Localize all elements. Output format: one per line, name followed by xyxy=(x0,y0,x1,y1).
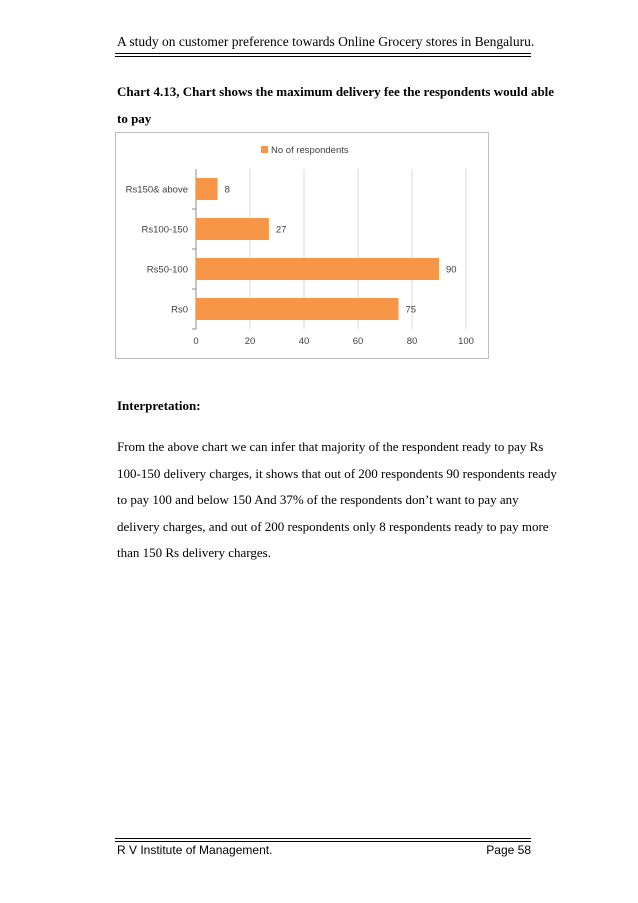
footer-institute: R V Institute of Management. xyxy=(117,843,273,857)
legend-swatch xyxy=(261,146,268,153)
category-label: Rs0 xyxy=(171,304,188,316)
footer-page-number: Page 58 xyxy=(486,843,531,857)
header-rule xyxy=(115,53,531,57)
x-tick-label: 100 xyxy=(458,336,474,347)
category-label: Rs150& above xyxy=(125,184,188,196)
data-label: 8 xyxy=(224,184,230,196)
x-tick-label: 80 xyxy=(406,336,418,347)
legend-label: No of respondents xyxy=(271,145,349,156)
footer-rule xyxy=(115,838,531,842)
data-label: 90 xyxy=(446,264,457,276)
interpretation-heading: Interpretation: xyxy=(117,398,201,413)
chart-frame xyxy=(115,132,489,359)
category-label: Rs100-150 xyxy=(141,224,188,236)
bar xyxy=(196,298,399,320)
category-label: Rs50-100 xyxy=(146,264,188,276)
bar xyxy=(196,258,439,280)
page-header-title: A study on customer preference towards Online Grocery stores in Bengaluru. xyxy=(117,34,535,49)
x-tick-label: 20 xyxy=(244,336,256,347)
bar xyxy=(196,218,269,240)
x-tick-label: 40 xyxy=(298,336,310,347)
data-label: 27 xyxy=(275,224,287,236)
interpretation-body: From the above chart we can infer that majority of the respondent ready to pay Rs 100-150 delivery charges, it shows that out of 200 respondents 90 respondents ready to pay 100 and below 150 And 37% of the respondents don’t want to pay any delivery charges, and out of 200 respondents only 8 respondents ready to pay more than 150 Rs delivery charges. xyxy=(117,439,557,560)
chart-caption: Chart 4.13, Chart shows the maximum delivery fee the respondents would able to pay xyxy=(117,84,555,126)
data-label: 75 xyxy=(405,304,417,316)
x-tick-label: 0 xyxy=(193,336,199,347)
x-tick-label: 60 xyxy=(352,336,364,347)
bar-chart xyxy=(116,133,488,358)
bar xyxy=(196,178,218,200)
